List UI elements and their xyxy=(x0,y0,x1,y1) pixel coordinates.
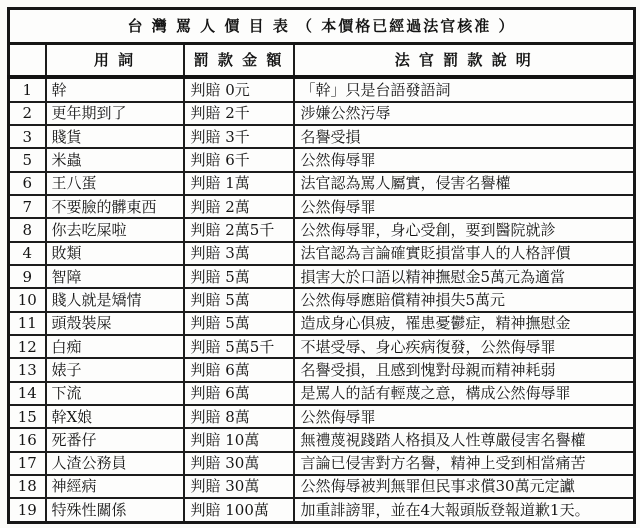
description-cell: 言論已侵害對方名譽，精神上受到相當痛苦 xyxy=(294,452,635,475)
table-row xyxy=(9,77,635,102)
header-row xyxy=(9,44,635,77)
row-number-cell: 9 xyxy=(9,265,46,288)
term-cell: 賤人就是矯情 xyxy=(46,288,184,311)
amount-cell: 判賠 2萬 xyxy=(184,195,294,218)
row-number-cell: 17 xyxy=(9,452,46,475)
row-number-cell: 16 xyxy=(9,428,46,451)
table-row xyxy=(9,358,635,381)
description-cell: 公然侮辱罪 xyxy=(294,195,635,218)
column-header-term: 用 詞 xyxy=(46,44,184,77)
row-number-cell: 12 xyxy=(9,335,46,358)
term-cell: 神經病 xyxy=(46,475,184,498)
row-number-cell: 6 xyxy=(9,172,46,195)
description-cell: 公然侮辱罪 xyxy=(294,405,635,428)
description-cell: 法官認為罵人屬實，侵害名譽權 xyxy=(294,172,635,195)
description-cell: 公然侮辱罪，身心受創，要到醫院就診 xyxy=(294,218,635,241)
description-cell: 無禮蔑視踐踏人格損及人性尊嚴侵害名譽權 xyxy=(294,428,635,451)
table-row xyxy=(9,405,635,428)
table-row xyxy=(9,498,635,522)
insult-price-table xyxy=(7,7,636,524)
description-cell: 名譽受損 xyxy=(294,125,635,148)
amount-cell: 判賠 100萬 xyxy=(184,498,294,522)
table-row xyxy=(9,265,635,288)
term-cell: 死番仔 xyxy=(46,428,184,451)
column-header-number xyxy=(9,44,46,77)
term-cell: 人渣公務員 xyxy=(46,452,184,475)
term-cell: 頭殼裝屎 xyxy=(46,312,184,335)
table-row xyxy=(9,428,635,451)
row-number-cell: 4 xyxy=(9,242,46,265)
table-row xyxy=(9,242,635,265)
column-header-description: 法 官 罰 款 說 明 xyxy=(294,44,635,77)
term-cell: 敗類 xyxy=(46,242,184,265)
term-cell: 婊子 xyxy=(46,358,184,381)
amount-cell: 判賠 3萬 xyxy=(184,242,294,265)
row-number-cell: 19 xyxy=(9,498,46,522)
row-number-cell: 5 xyxy=(9,148,46,171)
table-row xyxy=(9,335,635,358)
table-row xyxy=(9,102,635,125)
row-number-cell: 3 xyxy=(9,125,46,148)
title-row xyxy=(9,9,635,44)
amount-cell: 判賠 0元 xyxy=(184,77,294,102)
description-cell: 「幹」只是台語發語詞 xyxy=(294,77,635,102)
table-row xyxy=(9,288,635,311)
table-row xyxy=(9,475,635,498)
amount-cell: 判賠 3千 xyxy=(184,125,294,148)
term-cell: 下流 xyxy=(46,382,184,405)
description-cell: 名譽受損，且感到愧對母親而精神耗弱 xyxy=(294,358,635,381)
amount-cell: 判賠 1萬 xyxy=(184,172,294,195)
table-row xyxy=(9,312,635,335)
table-row xyxy=(9,218,635,241)
description-cell: 損害大於口語以精神撫慰金5萬元為適當 xyxy=(294,265,635,288)
amount-cell: 判賠 8萬 xyxy=(184,405,294,428)
row-number-cell: 11 xyxy=(9,312,46,335)
description-cell: 法官認為言論確實貶損當事人的人格評價 xyxy=(294,242,635,265)
term-cell: 幹 xyxy=(46,77,184,102)
term-cell: 米蟲 xyxy=(46,148,184,171)
term-cell: 王八蛋 xyxy=(46,172,184,195)
table-row xyxy=(9,195,635,218)
row-number-cell: 10 xyxy=(9,288,46,311)
table-row xyxy=(9,382,635,405)
term-cell: 賤貨 xyxy=(46,125,184,148)
description-cell: 不堪受辱、身心疾病復發，公然侮辱罪 xyxy=(294,335,635,358)
amount-cell: 判賠 30萬 xyxy=(184,475,294,498)
term-cell: 白痴 xyxy=(46,335,184,358)
table-row xyxy=(9,148,635,171)
term-cell: 更年期到了 xyxy=(46,102,184,125)
term-cell: 智障 xyxy=(46,265,184,288)
amount-cell: 判賠 10萬 xyxy=(184,428,294,451)
row-number-cell: 14 xyxy=(9,382,46,405)
term-cell: 不要臉的髒東西 xyxy=(46,195,184,218)
row-number-cell: 18 xyxy=(9,475,46,498)
row-number-cell: 8 xyxy=(9,218,46,241)
amount-cell: 判賠 5萬 xyxy=(184,288,294,311)
amount-cell: 判賠 6千 xyxy=(184,148,294,171)
description-cell: 是罵人的話有輕蔑之意，構成公然侮辱罪 xyxy=(294,382,635,405)
description-cell: 公然侮辱應賠償精神損失5萬元 xyxy=(294,288,635,311)
column-header-amount: 罰 款 金 額 xyxy=(184,44,294,77)
row-number-cell: 15 xyxy=(9,405,46,428)
amount-cell: 判賠 2萬5千 xyxy=(184,218,294,241)
amount-cell: 判賠 5萬 xyxy=(184,265,294,288)
row-number-cell: 7 xyxy=(9,195,46,218)
table-body xyxy=(9,77,635,522)
amount-cell: 判賠 5萬5千 xyxy=(184,335,294,358)
table-row xyxy=(9,172,635,195)
table-row xyxy=(9,125,635,148)
description-cell: 造成身心俱疲，罹患憂鬱症，精神撫慰金 xyxy=(294,312,635,335)
term-cell: 特殊性關係 xyxy=(46,498,184,522)
term-cell: 你去吃屎啦 xyxy=(46,218,184,241)
amount-cell: 判賠 5萬 xyxy=(184,312,294,335)
amount-cell: 判賠 6萬 xyxy=(184,358,294,381)
page-title: 台 灣 罵 人 價 目 表 （ 本價格已經過法官核准 ） xyxy=(9,9,635,44)
amount-cell: 判賠 6萬 xyxy=(184,382,294,405)
table-row xyxy=(9,452,635,475)
description-cell: 公然侮辱罪 xyxy=(294,148,635,171)
amount-cell: 判賠 30萬 xyxy=(184,452,294,475)
amount-cell: 判賠 2千 xyxy=(184,102,294,125)
row-number-cell: 2 xyxy=(9,102,46,125)
row-number-cell: 1 xyxy=(9,77,46,102)
description-cell: 公然侮辱被判無罪但民事求償30萬元定讞 xyxy=(294,475,635,498)
description-cell: 涉嫌公然污辱 xyxy=(294,102,635,125)
term-cell: 幹X娘 xyxy=(46,405,184,428)
description-cell: 加重誹謗罪，並在4大報頭版登報道歉1天。 xyxy=(294,498,635,522)
row-number-cell: 13 xyxy=(9,358,46,381)
